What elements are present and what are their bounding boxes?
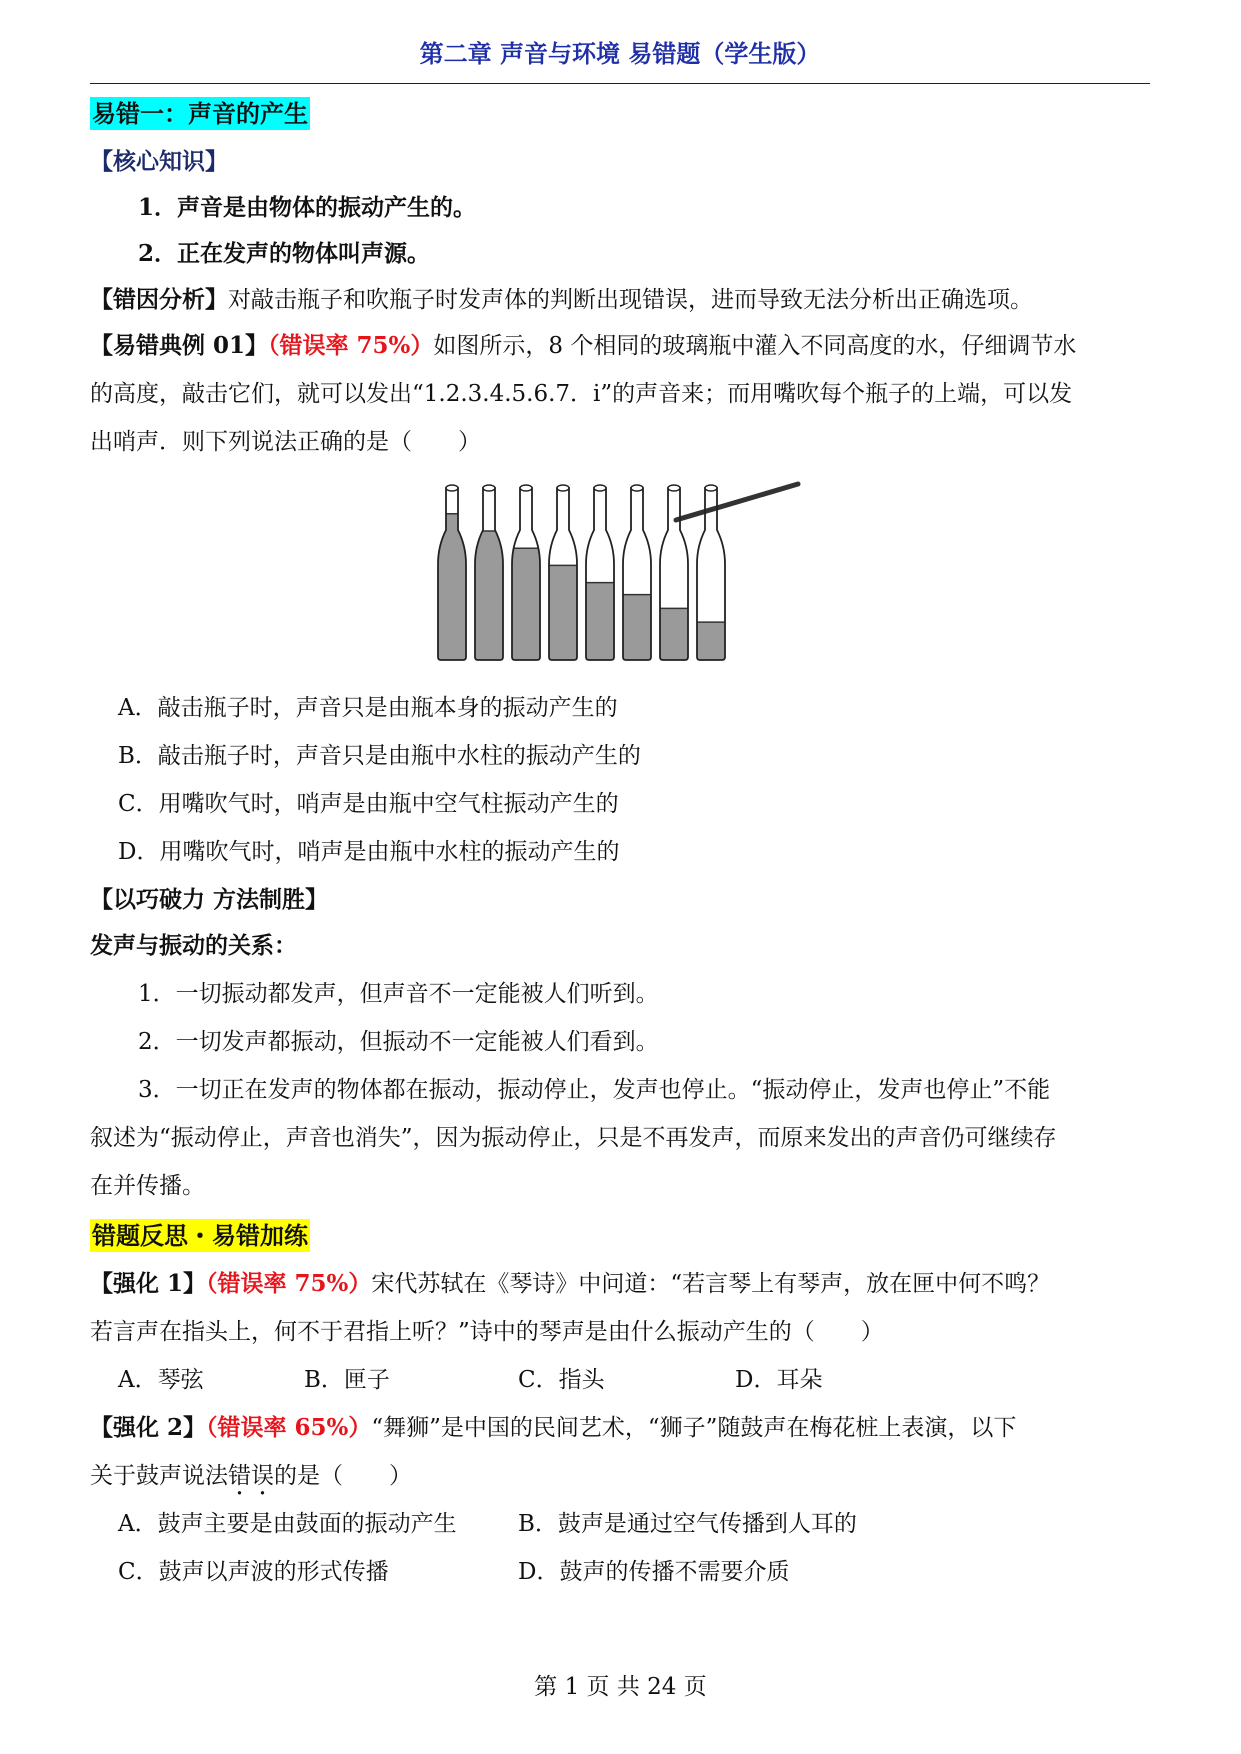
- q1-option-c: C．指头: [518, 1367, 605, 1393]
- bottle-mouth-1: [446, 485, 458, 491]
- method-item-2: 2．一切发声都振动，但振动不一定能被人们看到。: [138, 1029, 659, 1055]
- bottle-water-7: [658, 608, 690, 662]
- bottle-mouth-3: [520, 485, 532, 491]
- q2-text-2-post: 的是（ ）: [274, 1463, 412, 1489]
- header-rule: [90, 83, 1150, 84]
- q2-option-a: A．鼓声主要是由鼓面的振动产生: [118, 1511, 457, 1537]
- error-analysis: [90, 276, 1150, 324]
- method-label: 【以巧破力 方法制胜】: [90, 886, 329, 913]
- example-line-1: [90, 322, 1150, 370]
- bottle-water-8: [695, 622, 727, 662]
- example-text-1: 如图所示，8 个相同的玻璃瓶中灌入不同高度的水，仔细调节水: [433, 333, 1077, 359]
- q2-option-b: B．鼓声是通过空气传播到人耳的: [518, 1511, 857, 1537]
- q2-option-c: C．鼓声以声波的形式传播: [118, 1559, 389, 1585]
- q2-emphasis-char-1: 错: [228, 1463, 251, 1489]
- bottle-water-2: [473, 531, 505, 662]
- bottle-mouth-4: [557, 485, 569, 491]
- q1-text-1: 宋代苏轼在《琴诗》中问道：“若言琴上有琴声，放在匣中何不鸣？: [371, 1271, 1051, 1297]
- error-analysis-text: 对敲击瓶子和吹瓶子时发声体的判断出现错误，进而导致无法分析出正确选项。: [228, 287, 1033, 313]
- page-header-title: 第二章 声音与环境 易错题（学生版）: [419, 39, 821, 68]
- method-item-3-line-3: 在并传播。: [90, 1173, 205, 1199]
- method-subtitle: 发声与振动的关系：: [90, 932, 297, 959]
- bottle-mouth-8: [705, 485, 717, 491]
- method-item-3-line-1: 3．一切正在发声的物体都在振动，振动停止，发声也停止。“振动停止，发声也停止”不能: [138, 1077, 1051, 1103]
- method-item-3-line-2: 叙述为“振动停止，声音也消失”，因为振动停止，只是不再发声，而原来发出的声音仍可继续存: [90, 1125, 1057, 1151]
- example-option-d: D．用嘴吹气时，哨声是由瓶中水柱的振动产生的: [118, 839, 620, 865]
- error-analysis-label: 【错因分析】: [90, 286, 228, 313]
- q2-emphasis-char-2: 误: [251, 1463, 274, 1489]
- q2-line-1: [90, 1404, 1150, 1452]
- q1-option-d: D．耳朵: [735, 1367, 823, 1393]
- example-option-b: B．敲击瓶子时，声音只是由瓶中水柱的振动产生的: [118, 743, 641, 769]
- page-footer: 第 1 页 共 24 页: [534, 1674, 707, 1700]
- bottle-mouth-2: [483, 485, 495, 491]
- q1-line-1: [90, 1260, 1150, 1308]
- core-item-2: 2．正在发声的物体叫声源。: [138, 240, 431, 267]
- bottle-mouth-7: [668, 485, 680, 491]
- example-label: 【易错典例 01】: [90, 332, 269, 359]
- section2-title-row: [90, 1212, 1150, 1261]
- q2-line-2: [90, 1452, 1150, 1500]
- example-option-c: C．用嘴吹气时，哨声是由瓶中空气柱振动产生的: [118, 791, 619, 817]
- bottle-mouth-6: [631, 485, 643, 491]
- q1-option-b: B．匣子: [304, 1367, 390, 1393]
- q1-text-2: 若言声在指头上，何不于君指上听？”诗中的琴声是由什么振动产生的（ ）: [90, 1319, 884, 1345]
- bottle-water-3: [510, 548, 542, 662]
- bottles-figure: [430, 478, 810, 668]
- q2-text-1: “舞狮”是中国的民间艺术，“狮子”随鼓声在梅花桩上表演，以下: [371, 1415, 1017, 1441]
- q1-error-rate: （错误率 75%）: [206, 1270, 372, 1297]
- section1-title-row: [90, 90, 1150, 139]
- q2-label: 【强化 2】: [90, 1414, 207, 1441]
- bottle-water-6: [621, 595, 653, 662]
- section1-title: 易错一：声音的产生: [92, 99, 308, 128]
- core-knowledge-label: 【核心知识】: [90, 148, 228, 175]
- bottle-water-1: [436, 514, 468, 662]
- bottle-water-5: [584, 583, 616, 662]
- q1-label: 【强化 1】: [90, 1270, 207, 1297]
- bottle-mouth-5: [594, 485, 606, 491]
- q2-error-rate: （错误率 65%）: [206, 1414, 372, 1441]
- example-text-2: 的高度，敲击它们，就可以发出“1.2.3.4.5.6.7．i”的声音来；而用嘴吹每个瓶子的上端，可以发: [90, 381, 1073, 407]
- example-text-3: 出哨声．则下列说法正确的是（ ）: [90, 429, 481, 455]
- method-item-1: 1．一切振动都发声，但声音不一定能被人们听到。: [138, 981, 659, 1007]
- q1-option-a: A．琴弦: [118, 1367, 204, 1393]
- section2-title: 错题反思・易错加练: [92, 1221, 308, 1250]
- example-error-rate: （错误率 75%）: [268, 332, 434, 359]
- q2-text-2-pre: 关于鼓声说法: [90, 1463, 228, 1489]
- example-option-a: A．敲击瓶子时，声音只是由瓶本身的振动产生的: [118, 695, 618, 721]
- striking-rod: [676, 484, 798, 520]
- bottle-water-4: [547, 565, 579, 662]
- q2-option-d: D．鼓声的传播不需要介质: [518, 1559, 790, 1585]
- core-item-1: 1．声音是由物体的振动产生的。: [138, 194, 477, 221]
